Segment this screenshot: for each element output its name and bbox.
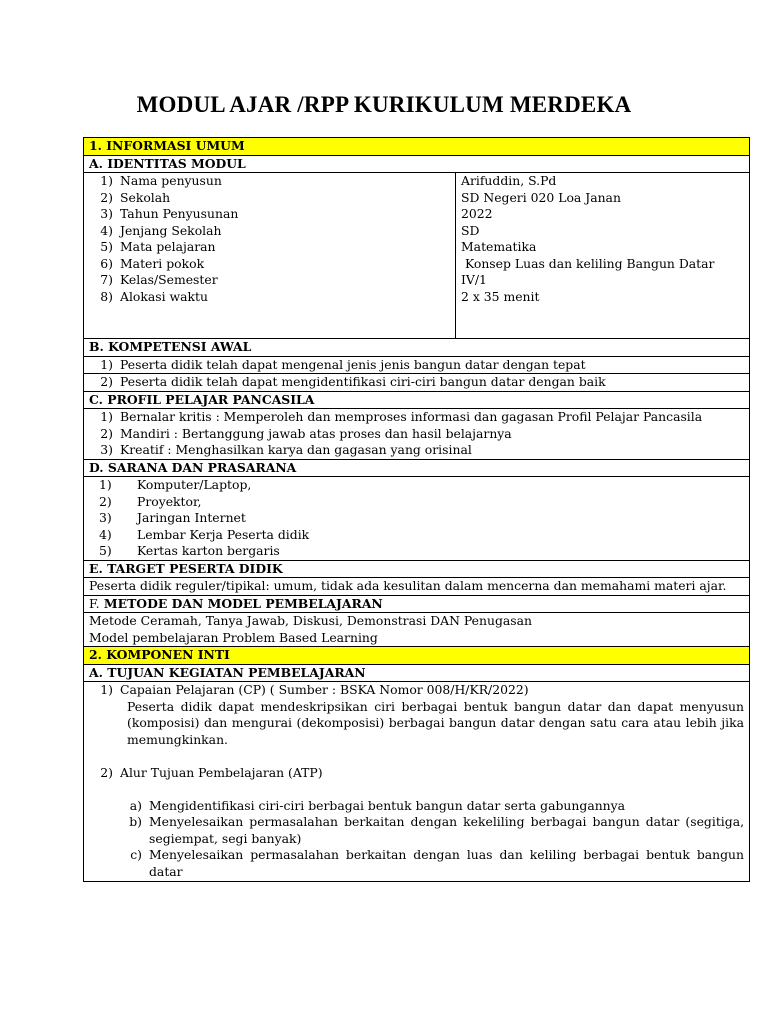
item-number: 4)	[99, 526, 112, 542]
section-sarana: D. SARANA DAN PRASARANA	[84, 459, 750, 477]
atp-item: Mengidentifikasi ciri-ciri berbagai bentuk bangun datar serta gabungannya	[149, 797, 626, 813]
section-metode-label: METODE DAN MODEL PEMBELAJARAN	[99, 595, 383, 611]
label-kelas: Kelas/Semester	[120, 272, 218, 287]
item-number: 5)	[99, 543, 112, 558]
item-number: 1)	[100, 682, 113, 697]
value-nama-penyusun: Arifuddin, S.Pd	[461, 173, 557, 188]
section-tujuan: A. TUJUAN KEGIATAN PEMBELAJARAN	[84, 664, 750, 682]
section-informasi-umum: 1. INFORMASI UMUM	[84, 138, 750, 156]
sarana-cell	[84, 477, 750, 561]
value-sekolah: SD Negeri 020 Loa Janan	[461, 189, 621, 205]
atp-item: Menyelesaikan permasalahan berkaitan dengan luas dan keliling berbagai bentuk bangun datar	[149, 847, 745, 879]
item-number: 8)	[100, 288, 113, 304]
list-item: Peserta didik telah dapat mengidentifikasi ciri-ciri bangun datar dengan baik	[120, 374, 606, 389]
item-number: 7)	[100, 272, 113, 287]
item-letter: c)	[130, 847, 142, 862]
value-materi: Konsep Luas dan keliling Bangun Datar	[461, 255, 715, 271]
value-mapel: Matematika	[461, 239, 537, 254]
item-number: 1)	[99, 477, 112, 492]
section-metode	[84, 595, 750, 613]
list-item: Kreatif : Menghasilkan karya dan gagasan yang orisinal	[120, 442, 472, 457]
value-jenjang: SD	[461, 222, 480, 238]
cp-text: Peserta didik dapat mendeskripsikan ciri berbagai bentuk bangun datar dan dapat menyusun (komposisi) dan mengurai (dekomposisi) berbagai bangun datar dengan satu cara atau lebih jika memungkinkan.	[127, 698, 745, 747]
section-kompetensi-awal: B. KOMPETENSI AWAL	[84, 339, 750, 357]
section-komponen-inti: 2. KOMPONEN INTI	[84, 647, 750, 665]
list-item: Peserta didik telah dapat mengenal jenis jenis bangun datar dengan tepat	[120, 356, 586, 372]
metode-text: Metode Ceramah, Tanya Jawab, Diskusi, Demonstrasi DAN Penugasan	[89, 613, 533, 628]
item-number: 2)	[99, 493, 112, 509]
item-letter: a)	[129, 797, 142, 813]
label-tahun: Tahun Penyusunan	[120, 206, 239, 221]
label-materi: Materi pokok	[120, 255, 205, 271]
label-mapel: Mata pelajaran	[120, 239, 216, 254]
item-number: 4)	[100, 222, 113, 238]
item-number: 1)	[100, 356, 113, 372]
metode-cell	[84, 613, 750, 647]
label-sekolah: Sekolah	[120, 189, 171, 205]
value-alokasi: 2 x 35 menit	[461, 288, 540, 304]
list-item: Bernalar kritis : Memperoleh dan memproses informasi dan gagasan Profil Pelajar Pancasila	[120, 409, 703, 424]
atp-item: Menyelesaikan permasalahan berkaitan dengan kekeliling berbagai bangun datar (segitiga, segiempat, segi banyak)	[149, 814, 745, 846]
item-number: 2)	[100, 374, 113, 389]
profil-cell	[84, 409, 750, 460]
label-jenjang: Jenjang Sekolah	[120, 222, 222, 238]
tujuan-cell	[84, 682, 750, 882]
item-number: 5)	[100, 239, 113, 254]
identitas-values-cell	[456, 173, 750, 339]
list-item: Lembar Kerja Peserta didik	[137, 526, 310, 542]
section-identitas-modul: A. IDENTITAS MODUL	[84, 155, 750, 173]
atp-title: Alur Tujuan Pembelajaran (ATP)	[120, 764, 323, 780]
list-item: Komputer/Laptop,	[137, 477, 252, 492]
page-title: MODUL AJAR /RPP KURIKULUM MERDEKA	[136, 92, 632, 117]
list-item: Mandiri : Bertanggung jawab atas proses dan hasil belajarnya	[120, 425, 512, 441]
identitas-labels-cell	[84, 173, 456, 339]
kompetensi-cell	[84, 374, 750, 392]
item-number: 2)	[100, 425, 113, 441]
value-tahun: 2022	[461, 206, 493, 221]
list-item: Kertas karton bergaris	[137, 543, 280, 558]
item-number: 3)	[99, 510, 112, 525]
module-table	[83, 137, 750, 882]
label-nama-penyusun: Nama penyusun	[120, 173, 222, 188]
item-number: 3)	[100, 442, 113, 457]
list-item: Proyektor,	[137, 493, 202, 509]
section-target: E. TARGET PESERTA DIDIK	[84, 560, 750, 578]
section-prefix: F.	[89, 595, 100, 611]
item-number: 6)	[100, 255, 113, 271]
model-text: Model pembelajaran Problem Based Learning	[89, 629, 378, 645]
list-item: Jaringan Internet	[137, 510, 246, 525]
target-text: Peserta didik reguler/tipikal: umum, tidak ada kesulitan dalam mencerna dan memahami materi ajar.	[84, 578, 750, 596]
item-number: 2)	[100, 189, 113, 205]
item-letter: b)	[129, 814, 142, 829]
cp-title: Capaian Pelajaran (CP) ( Sumber : BSKA Nomor 008/H/KR/2022)	[120, 682, 529, 697]
item-number: 1)	[100, 409, 113, 424]
item-number: 1)	[100, 173, 113, 188]
item-number: 3)	[100, 206, 113, 221]
kompetensi-cell	[84, 356, 750, 374]
item-number: 2)	[100, 764, 113, 780]
label-alokasi: Alokasi waktu	[120, 288, 208, 304]
section-profil-pancasila: C. PROFIL PELAJAR PANCASILA	[84, 391, 750, 409]
value-kelas: IV/1	[461, 272, 487, 287]
